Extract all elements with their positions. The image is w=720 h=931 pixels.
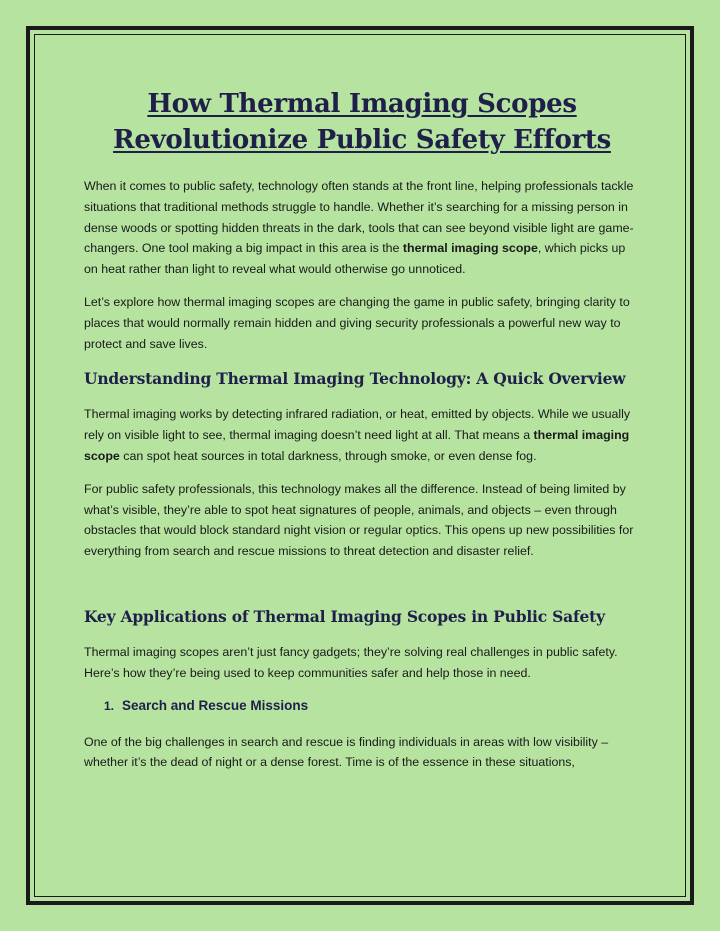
applications-paragraph-2: One of the big challenges in search and rescue is finding individuals in areas with low visibility – whether it’s the dead of night or a dense forest. Time is of the essence in these situations, bbox=[84, 734, 609, 770]
title-line-1: How Thermal Imaging Scopes bbox=[147, 89, 577, 119]
intro-paragraph-1 bbox=[84, 176, 640, 280]
intro-paragraph-2: Let’s explore how thermal imaging scopes are changing the game in public safety, bringing clarity to places that would normally remain hidden and giving security professionals a powerful new way to protect and save lives. bbox=[84, 294, 630, 351]
overview-paragraph-2: For public safety professionals, this technology makes all the difference. Instead of being limited by what’s visible, they’re able to spot heat signatures of people, animals, and objects – even through obstacles that would block standard night vision or regular optics. This opens up new possibilities for everything from search and rescue missions to threat detection and disaster relief. bbox=[84, 481, 634, 559]
section-heading-overview: Understanding Thermal Imaging Technology: A Quick Overview bbox=[84, 369, 626, 389]
overview-p1-text-a: Thermal imaging works by detecting infrared radiation, or heat, emitted by objects. While we usually rely on visible light to see, thermal imaging doesn’t need light at all. That means a bbox=[84, 407, 631, 443]
applications-paragraph-1: Thermal imaging scopes aren’t just fancy gadgets; they’re solving real challenges in public safety. Here’s how they’re being used to keep communities safer and help those in need. bbox=[84, 644, 618, 680]
overview-p1-bold: thermal imaging scope bbox=[84, 428, 630, 463]
intro-p1-text-a: When it comes to public safety, technology often stands at the front line, helping professionals tackle situations that traditional methods struggle to handle. Whether it’s searching for a missing person in dense woods or spotting hidden threats in the dark, tools that can see beyond visible light are game-changers. One tool making a big impact in this area is the bbox=[84, 179, 634, 256]
title-line-2: Revolutionize Public Safety Efforts bbox=[113, 125, 611, 155]
list-item-number: 1. bbox=[104, 698, 115, 713]
list-item-label: Search and Rescue Missions bbox=[122, 697, 309, 713]
article-title bbox=[84, 86, 640, 158]
list-item bbox=[104, 696, 640, 716]
intro-p1-text-b: , which picks up on heat rather than light to reveal what would otherwise go unnoticed. bbox=[84, 241, 626, 277]
article-body bbox=[84, 86, 640, 785]
section-heading-applications: Key Applications of Thermal Imaging Scopes in Public Safety bbox=[84, 606, 605, 626]
overview-paragraph-1 bbox=[84, 404, 640, 466]
intro-p1-bold: thermal imaging scope bbox=[402, 241, 538, 256]
overview-p1-text-b: can spot heat sources in total darkness, through smoke, or even dense fog. bbox=[119, 448, 537, 463]
